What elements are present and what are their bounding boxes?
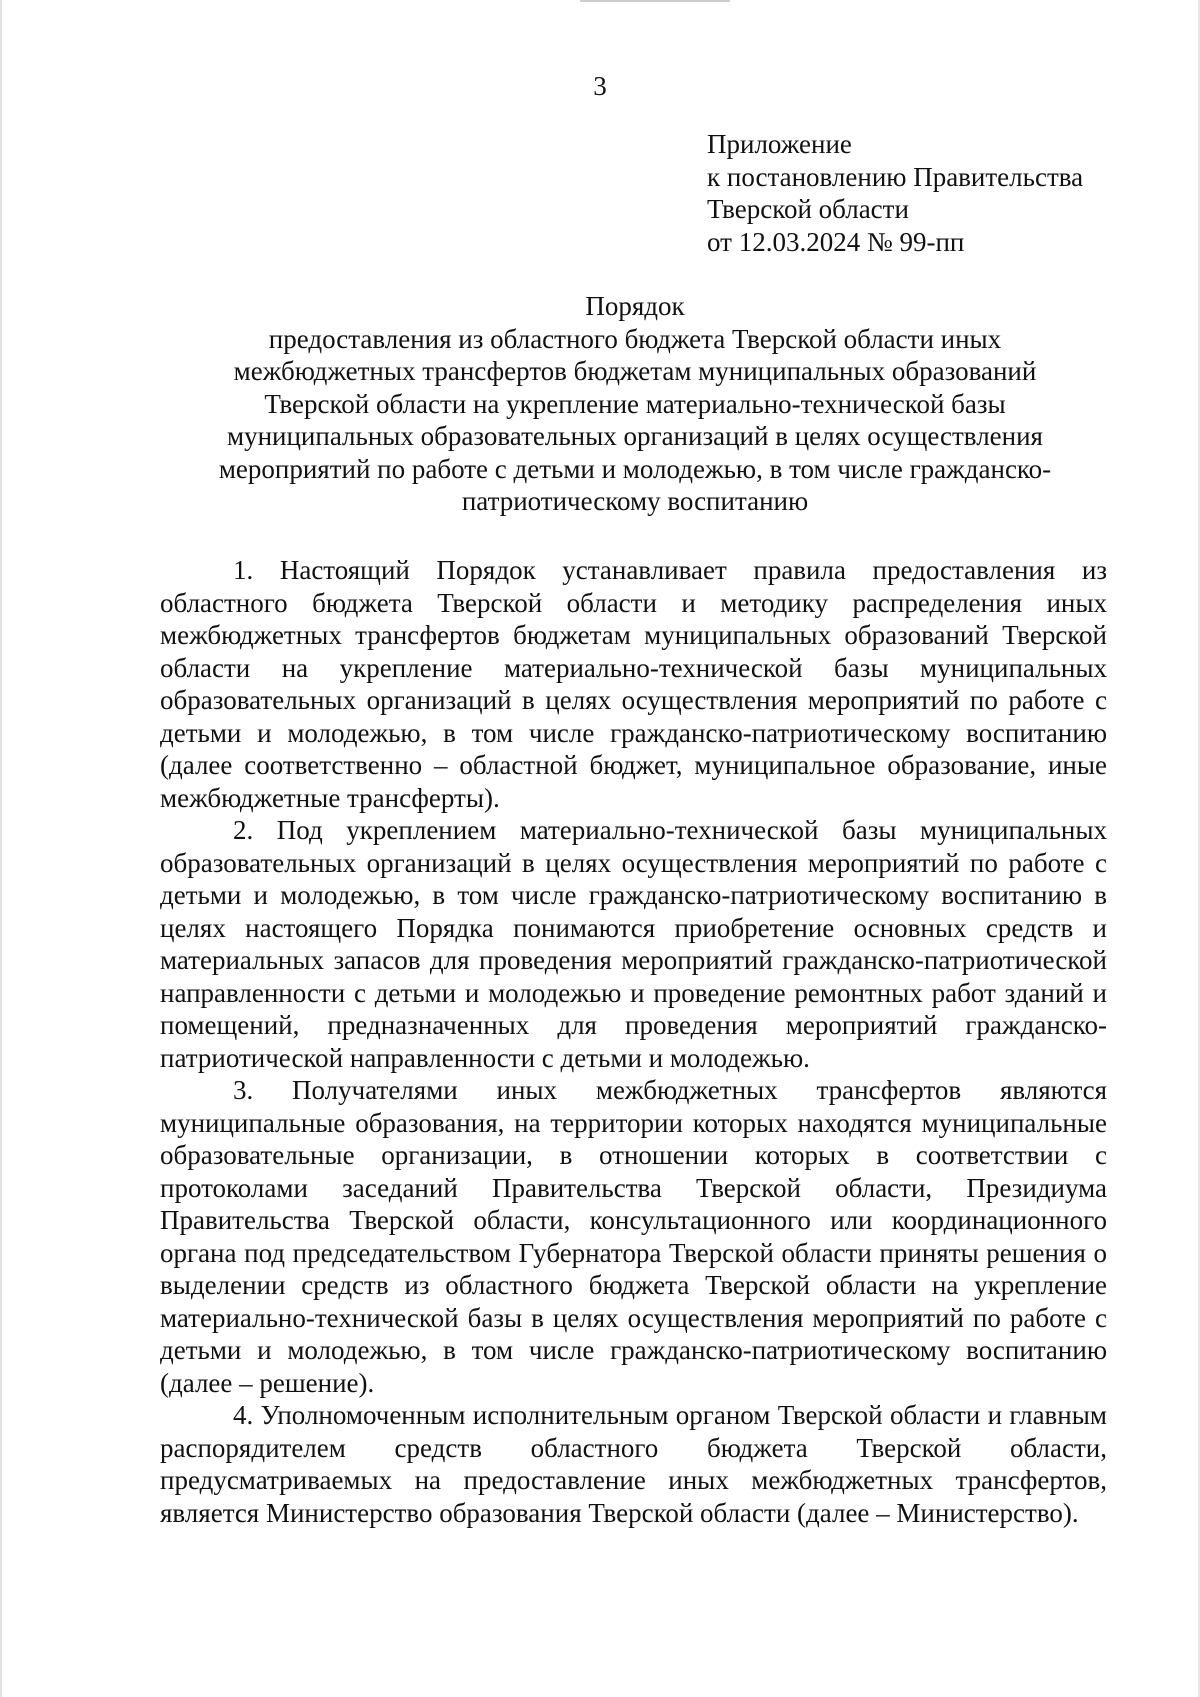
appendix-block (707, 128, 1177, 258)
title-line: межбюджетных трансфертов бюджетам муниципальных образований (233, 356, 1037, 386)
paragraph-2: 2. Под укреплением материально-технической базы муниципальных образовательных организаций в целях осуществления мероприятий по работе с детьми и молодежью, в том числе гражданско-патриотическому воспитанию в целях настоящего Порядка понимаются приобретение основных средств и материальных запасов для проведения мероприятий гражданско-патриотической направленности с детьми и молодежью и проведение ремонтных работ зданий и помещений, предназначенных для проведения мероприятий гражданско-патриотической направленности с детьми и молодежью. (160, 815, 1107, 1073)
appendix-line: от 12.03.2024 № 99-пп (707, 226, 965, 257)
appendix-line: Тверской области (707, 194, 909, 224)
title-line: муниципальных образовательных организаций в целях осуществления (227, 421, 1043, 451)
scan-artifact-left-edge (0, 0, 2, 1697)
title-heading: Порядок (585, 291, 685, 321)
title-line: патриотическому воспитанию (461, 486, 809, 516)
title-line: Тверской области на укрепление материально-технической базы (264, 388, 1006, 419)
paragraph-1: 1. Настоящий Порядок устанавливает правила предоставления из областного бюджета Тверской области и методику распределения иных межбюджетных трансфертов бюджетам муниципальных образований Тверской области на укрепление материально-технической базы муниципальных образовательных организаций в целях осуществления мероприятий по работе с детьми и молодежью, в том числе гражданско-патриотическому воспитанию (далее соответственно – областной бюджет, муниципальное образование, иные межбюджетные трансферты). (160, 555, 1107, 813)
paragraph-3: 3. Получателями иных межбюджетных трансфертов являются муниципальные образования, на территории которых находятся муниципальные образовательные организации, в отношении которых в соответствии с протоколами заседаний Правительства Тверской области, Президиума Правительства Тверской области, консультационного или координационного органа под председательством Губернатора Тверской области приняты решения о выделении средств из областного бюджета Тверской области на укрепление материально-технической базы в целях осуществления мероприятий по работе с детьми и молодежью, в том числе гражданско-патриотическому воспитанию (далее – решение). (160, 1075, 1107, 1398)
document-title (160, 290, 1110, 518)
title-line: мероприятий по работе с детьми и молодежью, в том числе гражданско- (218, 453, 1052, 484)
scan-artifact-top (580, 0, 730, 2)
appendix-line: к постановлению Правительства (707, 161, 1084, 192)
paragraph-4: 4. Уполномоченным исполнительным органом Тверской области и главным распорядителем средств областного бюджета Тверской области, предусматриваемых на предоставление иных межбюджетных трансфертов, является Министерство образования Тверской области (далее – Министерство). (160, 1400, 1107, 1528)
page-number: 3 (593, 71, 607, 101)
document-body (160, 554, 1107, 1529)
appendix-line: Приложение (707, 129, 852, 159)
title-line: предоставления из областного бюджета Тверской области иных (268, 323, 1002, 354)
